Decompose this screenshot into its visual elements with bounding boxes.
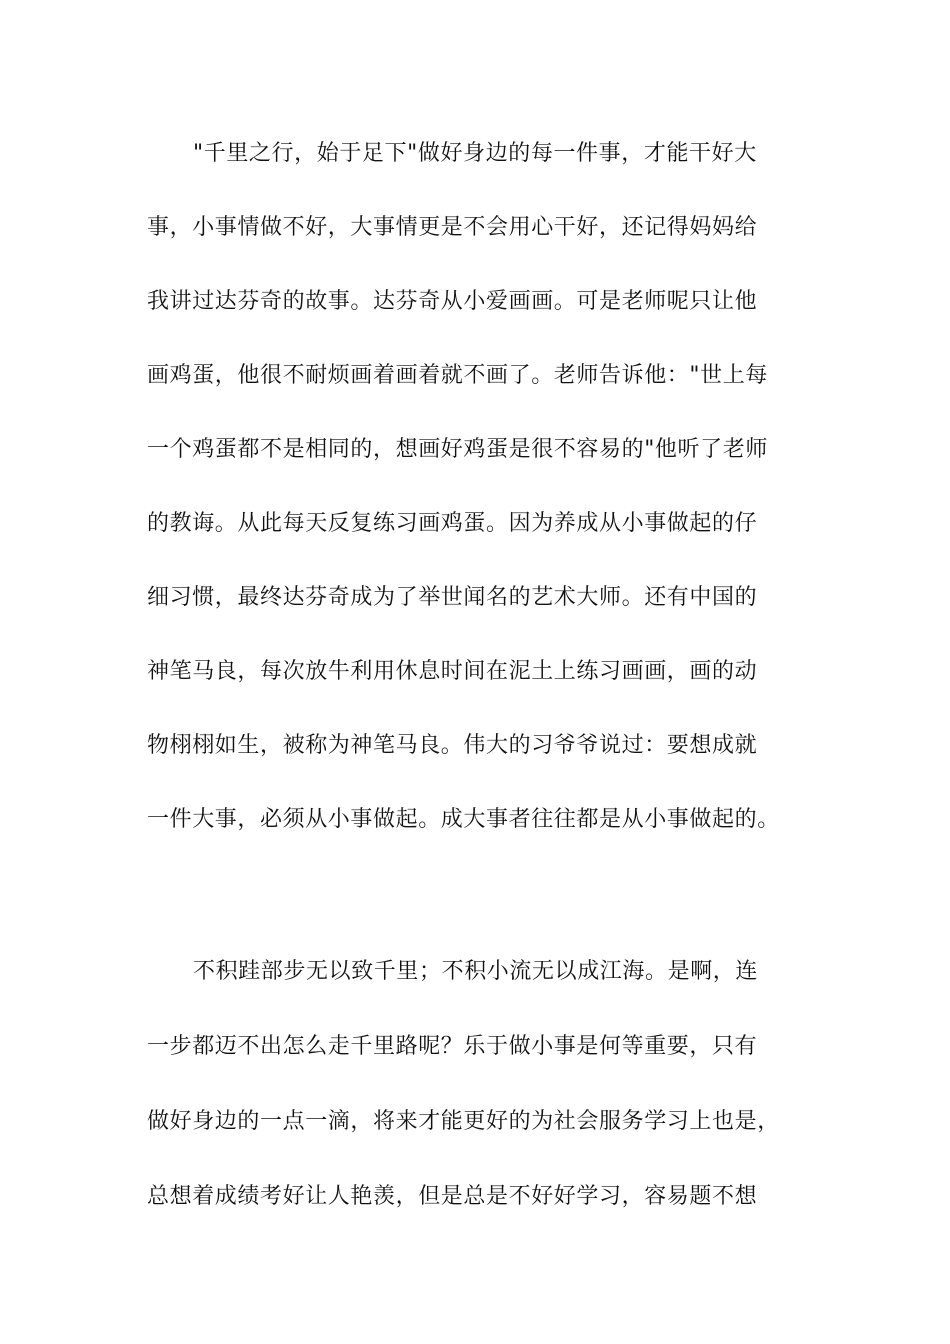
paragraph-line: 一步都迈不出怎么走千里路呢？乐于做小事是何等重要，只有 (147, 1034, 758, 1059)
paragraph-line: 做好身边的一点一滴，将来才能更好的为社会服务学习上也是， (147, 1109, 780, 1134)
paragraph-line: 神笔马良，每次放牛利用休息时间在泥土上练习画画，画的动 (147, 659, 758, 684)
paragraph-line: 的教诲。从此每天反复练习画鸡蛋。因为养成从小事做起的仔 (147, 511, 758, 536)
paragraph-line: 一件大事，必须从小事做起。成大事者往往都是从小事做起的。 (147, 807, 780, 832)
paragraph-line: 细习惯，最终达芬奇成为了举世闻名的艺术大师。还有中国的 (147, 585, 758, 610)
paragraph-line: 一个鸡蛋都不是相同的，想画好鸡蛋是很不容易的"他听了老师 (147, 437, 768, 462)
paragraph-line: 不积跬部步无以致千里；不积小流无以成江海。是啊，连 (193, 959, 759, 984)
paragraph-line: 事，小事情做不好，大事情更是不会用心干好，还记得妈妈给 (147, 215, 758, 240)
paragraph-line: 总想着成绩考好让人艳羡，但是总是不好好学习，容易题不想 (147, 1184, 758, 1209)
paragraph-line: 画鸡蛋，他很不耐烦画着画着就不画了。老师告诉他："世上每 (147, 363, 768, 388)
paragraph-line: 我讲过达芬奇的故事。达芬奇从小爱画画。可是老师呢只让他 (147, 289, 758, 314)
paragraph-line: 物栩栩如生，被称为神笔马良。伟大的习爷爷说过：要想成就 (147, 733, 758, 758)
paragraph-line: "千里之行，始于足下"做好身边的每一件事，才能干好大 (193, 141, 757, 166)
